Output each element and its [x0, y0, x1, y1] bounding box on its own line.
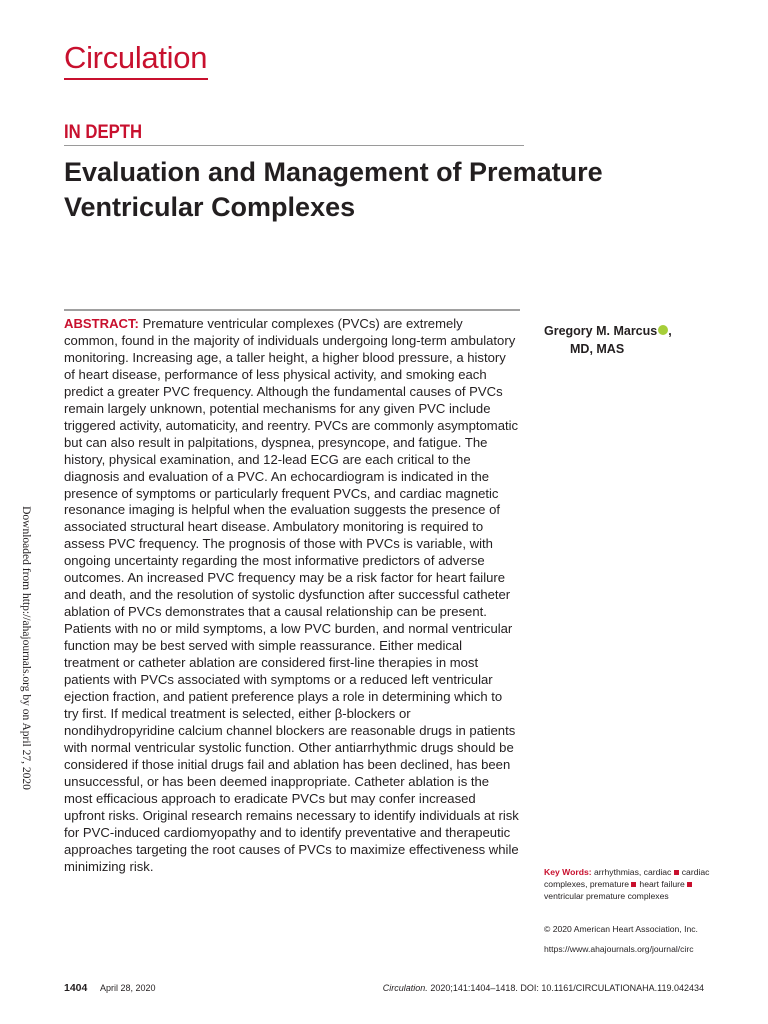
keyword-item[interactable]: heart failure: [639, 879, 685, 889]
article-title: Evaluation and Management of Premature Ventricular Complexes: [64, 157, 603, 222]
footer-journal-name: Circulation.: [382, 983, 428, 993]
footer-citation-text: 2020;141:1404–1418. DOI: 10.1161/CIRCULATIONAHA.119.042434: [427, 983, 704, 993]
keyword-item[interactable]: cardiac complexes, premature: [544, 867, 710, 889]
keyword-separator-icon: [687, 882, 692, 887]
section-label: IN DEPTH: [64, 122, 143, 143]
keywords-block: [544, 866, 734, 902]
keyword-item[interactable]: ventricular premature complexes: [544, 891, 669, 901]
orcid-icon[interactable]: [658, 325, 668, 335]
download-note: Downloaded from http://ahajournals.org by on April 27, 2020: [20, 506, 32, 790]
copyright: © 2020 American Heart Association, Inc.: [544, 924, 698, 934]
keyword-separator-icon: [631, 882, 636, 887]
keyword-separator-icon: [674, 870, 679, 875]
author-name: Gregory M. Marcus: [544, 324, 658, 338]
abstract-label: ABSTRACT:: [64, 316, 139, 331]
author-name-suffix: ,: [668, 324, 672, 338]
author-block: [544, 322, 744, 358]
journal-name-underline: [64, 78, 208, 80]
abstract-text: Premature ventricular complexes (PVCs) are extremely common, found in the majority of individuals undergoing long-term ambulatory monitoring. Increasing age, a taller height, a higher blood pressure, a history of heart disease, performance of less physical activity, and smoking each predict a greater PVC frequency. Although the fundamental causes of PVCs remain largely unknown, potential mechanisms for any given PVC include triggered activity, automaticity, and reentry. PVCs are commonly asymptomatic but can also result in palpitations, dyspnea, presyncope, and fatigue. The history, physical examination, and 12-lead ECG are each critical to the diagnosis and evaluation of a PVC. An echocardiogram is indicated in the presence of symptoms or particularly frequent PVCs, and cardiac magnetic resonance imaging is helpful when the evaluation suggests the presence of associated structural heart disease. Ambulatory monitoring is required to assess PVC frequency. The prognosis of those with PVCs is variable, with ongoing uncertainty regarding the most informative predictors of adverse outcomes. An increased PVC frequency may be a risk factor for heart failure and death, and the resolution of systolic dysfunction after successful catheter ablation of PVCs demonstrates that a causal relationship can be present. Patients with no or mild symptoms, a low PVC burden, and normal ventricular function may be best served with simple reassurance. Either medical treatment or catheter ablation are considered first-line therapies in most patients with PVCs associated with symptoms or a reduced left ventricular ejection fraction, and patient preference plays a role in determining which to try first. If medical treatment is selected, either β-blockers or nondihydropyridine calcium channel blockers are reasonable drugs in patients with normal ventricular systolic function. Other antiarrhythmic drugs should be considered if those initial drugs fail and ablation has been declined, has been unsuccessful, or has been deemed inappropriate. Catheter ablation is the most efficacious approach to eradicate PVCs but may confer increased upfront risks. Original research remains necessary to identify individuals at risk for PVC-induced cardiomyopathy and to identify preventative and therapeutic approaches targeting the root causes of PVCs to maximize effectiveness while minimizing risk.: [64, 316, 519, 874]
section-divider: [64, 145, 524, 146]
author-degrees: MD, MAS: [570, 342, 625, 356]
keywords-label: Key Words:: [544, 867, 592, 877]
abstract: [64, 316, 520, 875]
keyword-item[interactable]: arrhythmias, cardiac: [593, 867, 672, 877]
abstract-divider: [64, 309, 520, 311]
author-line: [544, 322, 744, 340]
page-number: 1404: [64, 982, 88, 994]
publication-date: April 28, 2020: [100, 983, 156, 993]
journal-name: Circulation: [64, 40, 208, 75]
journal-url-link[interactable]: https://www.ahajournals.org/journal/circ: [544, 944, 694, 954]
footer-citation: [383, 983, 704, 993]
